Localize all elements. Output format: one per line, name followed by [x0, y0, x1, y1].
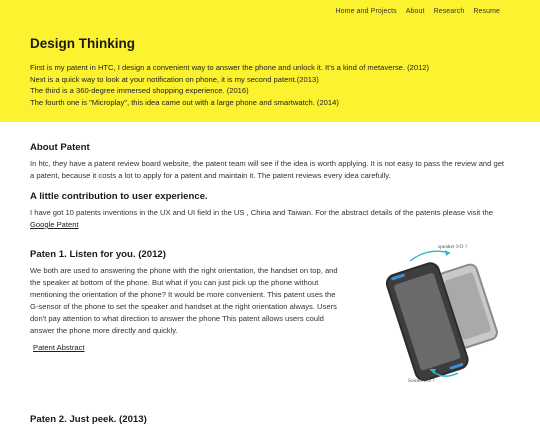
- main-content: [0, 122, 540, 425]
- about-text: In htc, they have a patent review board website, the patent team will see if the idea is worth applying. It is not easy to pass the review and get a patent, because it costs a lot to apply for a patent and maintain it. The patent reviews every idea carefully.: [30, 159, 505, 180]
- phone-rotation-illustration: [350, 239, 510, 384]
- contribution-section: [30, 191, 510, 231]
- patent-1-heading: Paten 1. Listen for you. (2012): [30, 249, 166, 260]
- nav-link-about[interactable]: About: [405, 8, 425, 15]
- patent-1-section: [30, 244, 510, 394]
- contribution-text: I have got 10 patents inventions in the UX and UI field in the US , China and Taiwan. For the abstract details of the patents please visit the: [30, 208, 493, 217]
- nav-link-resume[interactable]: Resume: [473, 8, 500, 15]
- hero-line-1: First is my patent in HTC, I design a convenient way to answer the phone and unlock it. It's a kind of metaverse. (2012): [30, 63, 430, 72]
- top-nav: [336, 8, 500, 15]
- about-patent-section: [30, 142, 510, 182]
- speaker-label: speaker I/O ?: [438, 244, 468, 250]
- sound-label: Sound I/O ?: [408, 378, 435, 384]
- about-heading: About Patent: [30, 142, 90, 153]
- nav-link-research[interactable]: Research: [433, 8, 465, 15]
- top-arrowhead-icon: [445, 250, 450, 256]
- patent-2-heading: Paten 2. Just peek. (2013): [30, 414, 147, 425]
- phone-rotation-svg: [350, 239, 510, 384]
- patent-2-section: [30, 414, 510, 425]
- patent-1-description: We both are used to answering the phone with the right orientation, the handset on top, and the speaker at bottom of the phone. But what if you can just pick up the phone without mentioning the orientation of the phone? It would be more convenient. This patent uses the G-sensor of the phone to set the speaker and handset at the right orientation always. Users don't pay attention to what direction to answer the phone This patent allows users could answer the phone more directly and quickly.: [30, 266, 338, 335]
- hero-banner: [0, 0, 540, 122]
- contribution-paragraph: [30, 207, 510, 231]
- patent-1-text-column: [30, 249, 340, 394]
- contribution-heading: A little contribution to user experience.: [30, 191, 208, 202]
- hero-line-3: The third is a 360-degree immersed shopping experience. (2016): [30, 86, 249, 96]
- patent-abstract-link[interactable]: Patent Abstract: [33, 343, 85, 352]
- top-arrow: [410, 251, 450, 261]
- hero-summary: [30, 62, 510, 109]
- google-patent-link[interactable]: Google Patent: [30, 220, 79, 229]
- nav-link-home[interactable]: Home and Projects: [335, 8, 397, 15]
- hero-line-4: The fourth one is "Microplay", this idea came out with a large phone and smartwatch. (2014): [30, 98, 339, 108]
- page-title: Design Thinking: [30, 36, 136, 51]
- hero-line-2: Next is a quick way to look at your notification on phone, it is my second patent.(2013): [30, 74, 319, 84]
